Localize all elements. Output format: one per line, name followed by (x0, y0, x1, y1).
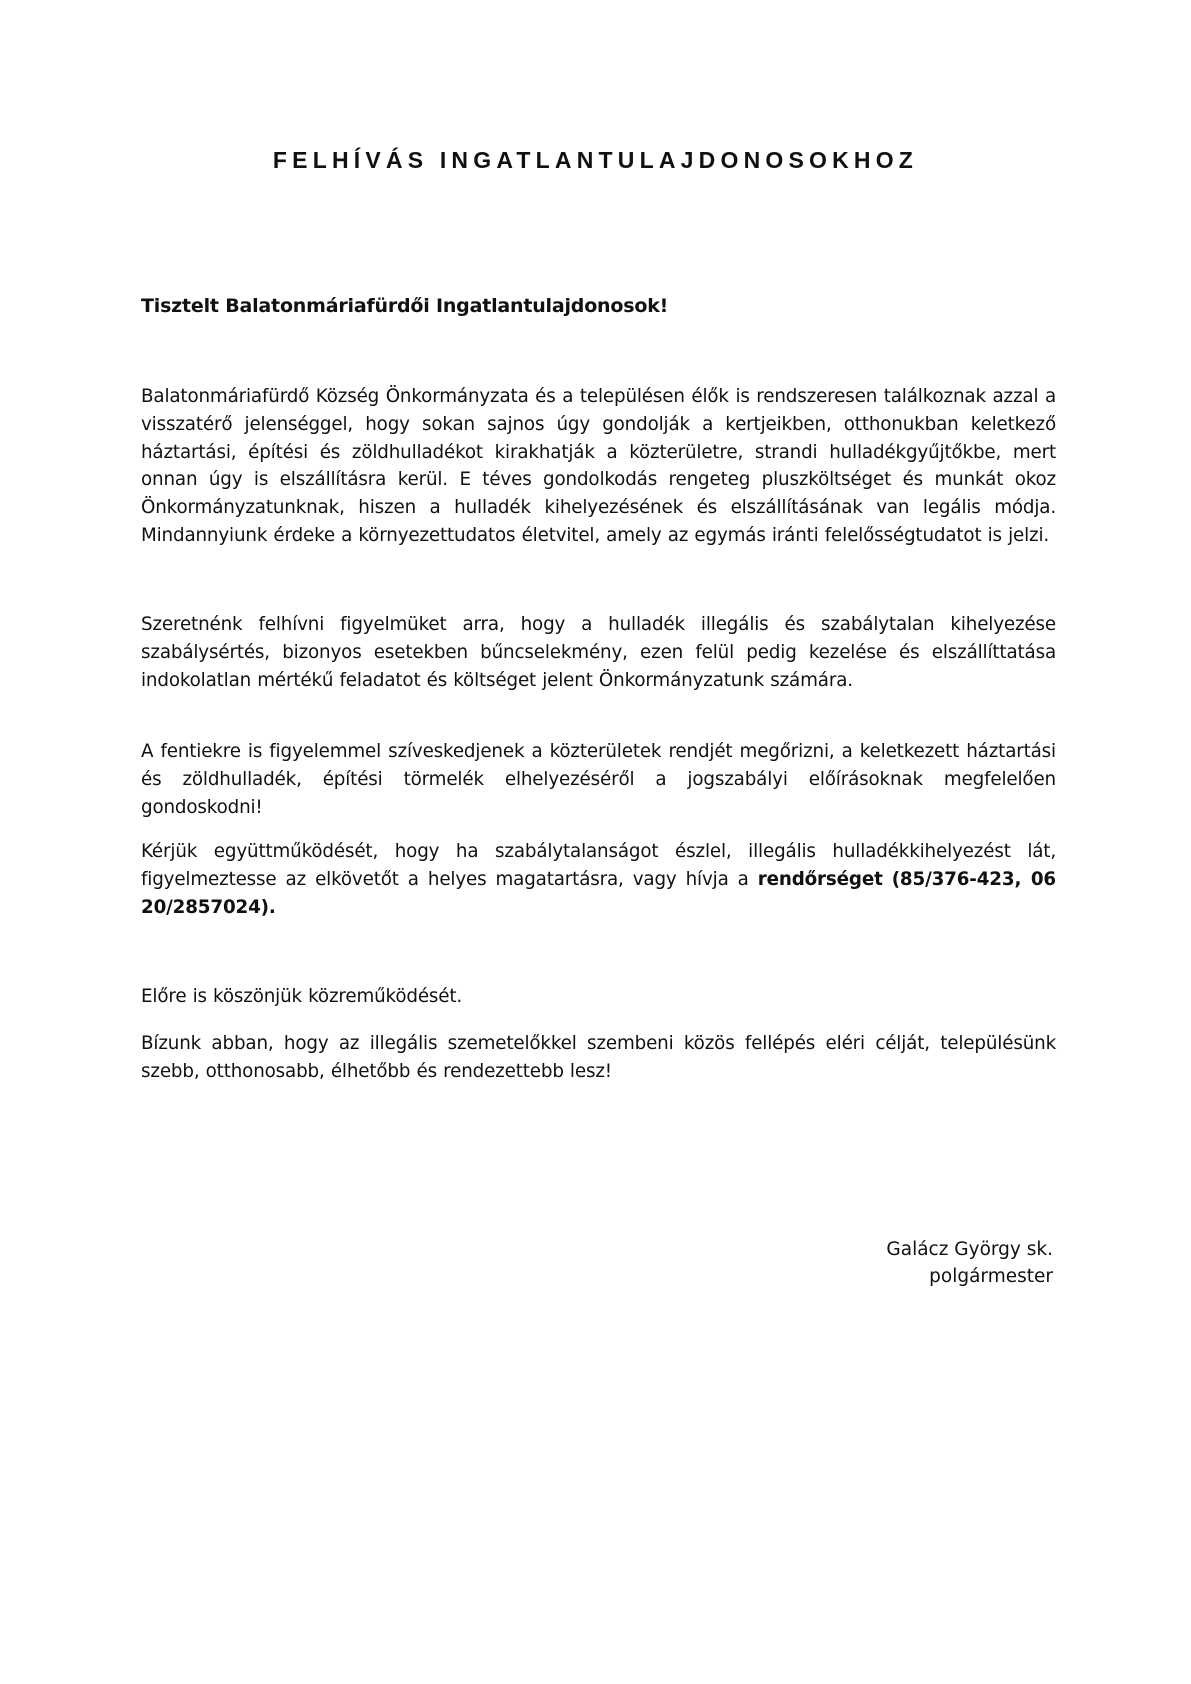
signature-block (760, 1236, 1053, 1290)
paragraph-legal-consequences: Szeretnénk felhívni figyelmüket arra, hogy a hulladék illegális és szabálytalan kihelyezése szabálysértés, bizonyos esetekben bűncselekmény, ezen felül pedig kezelése és elszállíttatása indokolatlan mértékű feladatot és költséget jelent Önkormányzatunk számára. (141, 614, 1056, 691)
signature-name: Galácz György sk. (886, 1239, 1053, 1260)
closing-paragraph: Bízunk abban, hogy az illegális szemetelőkkel szembeni közös fellépés eléri célját, településünk szebb, otthonosabb, élhetőbb és rendezettebb lesz! (141, 1033, 1056, 1082)
police-phone-numbers: (85/376-423, 06 20/2857024). (141, 868, 1056, 918)
police-label: rendőrséget (757, 868, 883, 890)
signature-role: polgármester (929, 1266, 1053, 1287)
paragraph-cooperation-request (141, 838, 1056, 921)
salutation: Tisztelt Balatonmáriafürdői Ingatlantulajdonosok! (141, 295, 669, 317)
paragraph-public-order-request: A fentiekre is figyelemmel szíveskedjenek a közterületek rendjét megőrizni, a keletkezett háztartási és zöldhulladék, építési törmelék elhelyezéséről a jogszabályi előírásoknak megfelelően gondoskodni! (141, 741, 1056, 818)
document-title: FELHÍVÁS INGATLANTULAJDONOSOKHOZ (272, 147, 919, 173)
paragraph-waste-problem: Balatonmáriafürdő Község Önkormányzata és a településen élők is rendszeresen találkoznak azzal a visszatérő jelenséggel, hogy sokan sajnos úgy gondolják a kertjeikben, otthonukban keletkező háztartási, építési és zöldhulladékot kirakhatják a közterületre, strandi hulladékgyűjtőkbe, mert onnan úgy is elszállításra kerül. E téves gondolkodás rengeteg pluszköltséget és munkát okoz Önkormányzatunknak, hiszen a hulladék kihelyezésének és elszállításának van legális módja. Mindannyiunk érdeke a környezettudatos életvitel, amely az egymás iránti felelősségtudatot is jelzi. (141, 386, 1056, 546)
cooperation-text: Kérjük együttműködését, hogy ha szabálytalanságot észlel, illegális hulladékkihelyezést lát, figyelmeztesse az elkövetőt a helyes magatartásra, vagy hívja a (141, 841, 1056, 890)
thanks-paragraph: Előre is köszönjük közreműködését. (141, 986, 463, 1007)
